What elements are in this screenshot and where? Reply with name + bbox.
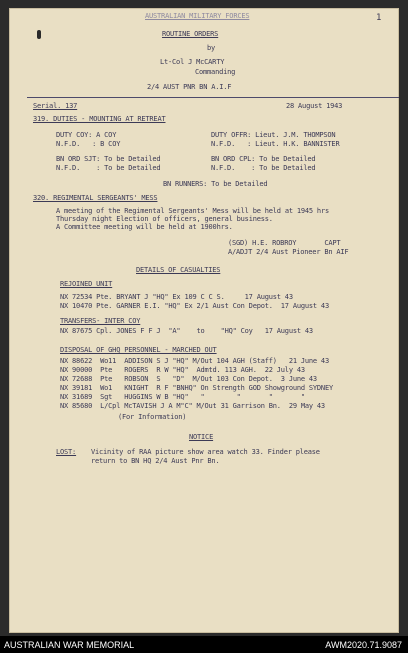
transfers-heading: TRANSFERS- INTER COY	[60, 317, 141, 325]
bn-ord-sjt: BN ORD SJT: To be Detailed	[56, 155, 161, 163]
mess-line-3: A Committee meeting will be held at 1900hrs.	[56, 223, 233, 231]
disposal-row: NX 39181 Wo1 KNIGHT R F "BNHQ" On Strength GOD Showground SYDNEY	[60, 384, 333, 392]
notice-line-2: return to BN HQ 2/4 Aust Pnr Bn.	[91, 457, 220, 465]
section-319-heading: 319. DUTIES - MOUNTING AT RETREAT	[33, 115, 166, 123]
bn-ord-cpl: BN ORD CPL: To be Detailed	[211, 155, 316, 163]
by-text: by	[207, 44, 216, 52]
serial-number: Serial. 137	[33, 102, 78, 110]
orders-title: ROUTINE ORDERS	[162, 30, 219, 38]
notice-line-1: Vicinity of RAA picture show area watch 33. Finder please	[91, 448, 320, 456]
for-information: (For Information)	[118, 413, 187, 421]
commanding-label: Commanding	[195, 68, 236, 76]
header-divider	[27, 97, 399, 98]
unit-title: AUSTRALIAN MILITARY FORCES	[145, 12, 250, 20]
order-date: 28 August 1943	[286, 102, 343, 110]
institution-name: AUSTRALIAN WAR MEMORIAL	[4, 640, 135, 650]
adjutant-line: A/ADJT 2/4 Aust Pioneer Bn AIF	[228, 248, 349, 256]
duty-officer: DUTY OFFR: Lieut. J.M. THOMPSON	[211, 131, 336, 139]
commanding-officer: Lt-Col J McCARTY	[160, 58, 225, 66]
battalion-name: 2/4 AUST PNR BN A.I.F	[147, 83, 232, 91]
disposal-heading: DISPOSAL OF GHQ PERSONNEL - MARCHED OUT	[60, 346, 217, 354]
page-stamp: 1	[376, 13, 382, 23]
rejoined-row: NX 10470 Pte. GARNER E.I. "HQ" Ex 2/1 Aust Con Depot. 17 August 43	[60, 302, 329, 310]
section-320-heading: 320. REGIMENTAL SERGEANTS' MESS	[33, 194, 158, 202]
mess-line-2: Thursday night Election of officers, general business.	[56, 215, 273, 223]
disposal-row: NX 31689 Sgt HUGGINS W B "HQ" " " " "	[60, 393, 305, 401]
duty-coy: DUTY COY: A COY	[56, 131, 117, 139]
disposal-row: NX 88622 Wo11 ADDISON S J "HQ" M/Out 104 AGH (Staff) 21 June 43	[60, 357, 329, 365]
disposal-row: NX 72688 Pte ROBSON S "D" M/Out 103 Con Depot. 3 June 43	[60, 375, 317, 383]
catalogue-number: AWM2020.71.9087	[325, 640, 402, 650]
nfd-coy: N.F.D. : B COY	[56, 140, 121, 148]
lost-label: LOST:	[56, 448, 77, 456]
casualties-heading: DETAILS OF CASUALTIES	[136, 266, 221, 274]
rejoined-row: NX 72534 Pte. BRYANT J "HQ" Ex 109 C C S. 17 August 43	[60, 293, 293, 301]
archive-footer	[0, 636, 408, 653]
disposal-row: NX 85680 L/Cpl McTAVISH J A M"C" M/Out 31 Garrison Bn. 29 May 43	[60, 402, 325, 410]
nfd-officer: N.F.D. : Lieut. H.K. BANNISTER	[211, 140, 340, 148]
nfd-sjt: N.F.D. : To be Detailed	[56, 164, 161, 172]
signature-line: (SGD) H.E. ROBROY CAPT	[228, 239, 341, 247]
mess-line-1: A meeting of the Regimental Sergeants' Mess will be held at 1945 hrs	[56, 207, 329, 215]
bn-runners: BN RUNNERS: To be Detailed	[163, 180, 268, 188]
rejoined-heading: REJOINED UNIT	[60, 280, 113, 288]
nfd-cpl: N.F.D. : To be Detailed	[211, 164, 316, 172]
notice-heading: NOTICE	[189, 433, 214, 441]
transfer-row: NX 87675 Cpl. JONES F F J "A" to "HQ" Coy 17 August 43	[60, 327, 313, 335]
punch-hole	[37, 30, 41, 39]
disposal-row: NX 90000 Pte ROGERS R W "HQ" Admtd. 113 AGH. 22 July 43	[60, 366, 305, 374]
